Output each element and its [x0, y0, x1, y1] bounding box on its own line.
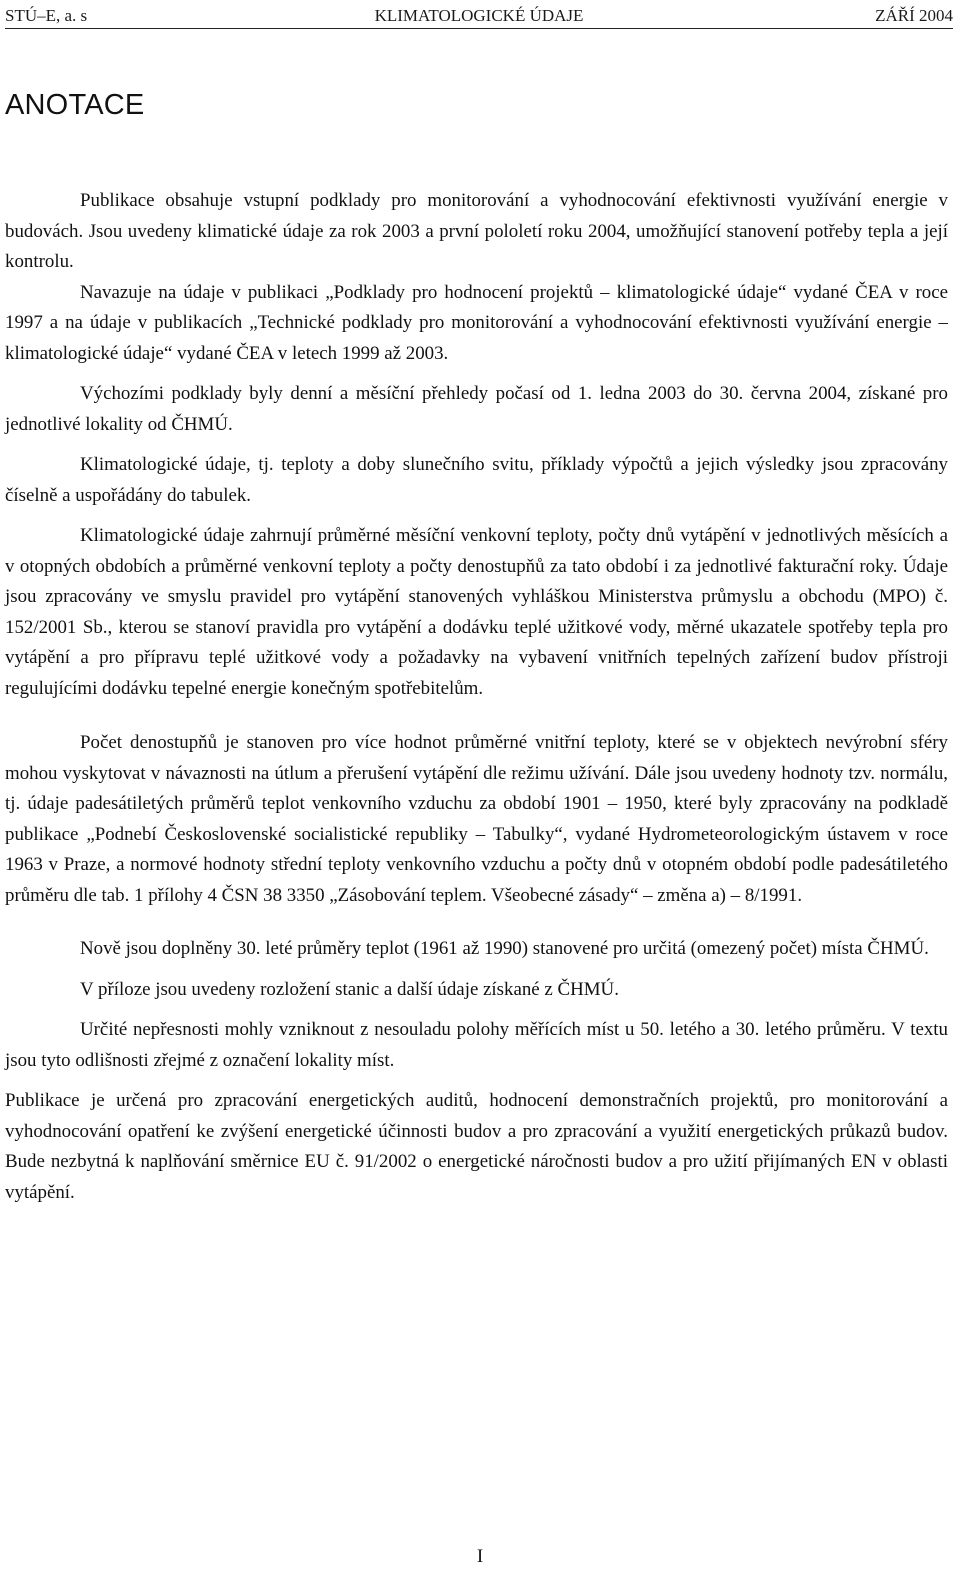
paragraph-tables: Klimatologické údaje, tj. teploty a doby slunečního svitu, příklady výpočtů a jejich výsledky jsou zpracovány číselně a uspořádány do tabulek.	[5, 454, 948, 506]
header-document-title: KLIMATOLOGICKÉ ÚDAJE	[374, 6, 584, 25]
paragraph-sources: Výchozími podklady byly denní a měsíční přehledy počasí od 1. ledna 2003 do 30. června 2004, získané pro jednotlivé lokality od ČHMÚ.	[5, 383, 948, 435]
paragraph-climate-data: Klimatologické údaje zahrnují průměrné měsíční venkovní teploty, počty dnů vytápění v jednotlivých měsících a v otopných obdobích a průměrné venkovní teploty a počty denostupňů za tato období i za jednotlivé fakturační roky. Údaje jsou zpracovány ve smyslu pravidel pro vytápění stanovených vyhláškou Ministerstva průmyslu a obchodu (MPO) č. 152/2001 Sb., kterou se stanoví pravidla pro vytápění a dodávku teplé užitkové vody, měrné ukazatele spotřeby tepla pro vytápění a pro přípravu teplé užitkové vody a požadavky na vybavení vnitřních tepelných zařízení budov přístroji regulujícími dodávku tepelné energie konečným spotřebitelům.	[5, 525, 948, 699]
paragraph-degree-days: Počet denostupňů je stanoven pro více hodnot průměrné vnitřní teploty, které se v objektech nevýrobní sféry mohou vyskytovat v návaznosti na útlum a přerušení vytápění dle režimu užívání. Dále jsou uvedeny hodnoty tzv. normálu, tj. údaje padesátiletých průměrů teplot venkovního vzduchu za období 1901 – 1950, které byly zpracovány na podkladě publikace „Podnebí Československé socialistické republiky – Tabulky“, vydané Hydrometeorologickým ústavem v roce 1963 v Praze, a normové hodnoty střední teploty venkovního vzduchu a počty dnů v otopném období podle padesátiletého průměru dle tab. 1 přílohy 4 ČSN 38 3350 „Zásobování teplem. Všeobecné zásady“ – změna a) – 8/1991.	[5, 732, 948, 906]
section-title: ANOTACE	[5, 89, 145, 121]
page-header	[5, 6, 953, 29]
header-date: ZÁŘÍ 2004	[875, 6, 953, 25]
page-number: I	[476, 1546, 484, 1567]
paragraph-appendix: V příloze jsou uvedeny rozložení stanic a další údaje získané z ČHMÚ.	[80, 978, 619, 1000]
annotation-body	[5, 186, 948, 1208]
paragraph-references: Navazuje na údaje v publikaci „Podklady pro hodnocení projektů – klimatologické údaje“ vydané ČEA v roce 1997 a na údaje v publikacích „Technické podklady pro monitorování a vyhodnocování efektivnosti využívání energie – klimatologické údaje“ vydané ČEA v letech 1999 až 2003.	[5, 281, 948, 364]
paragraph-inaccuracies: Určité nepřesnosti mohly vzniknout z nesouladu polohy měřících míst u 50. letého a 30. letého průměru. V textu jsou tyto odlišnosti zřejmé z označení lokality míst.	[5, 1019, 948, 1071]
paragraph-intro: Publikace obsahuje vstupní podklady pro monitorování a vyhodnocování efektivnosti využívání energie v budovách. Jsou uvedeny klimatické údaje za rok 2003 a první pololetí roku 2004, umožňující stanovení potřeby tepla a její kontrolu.	[5, 190, 948, 272]
header-organization: STÚ–E, a. s	[5, 6, 88, 25]
paragraph-purpose: Publikace je určená pro zpracování energetických auditů, hodnocení demonstračních projektů, pro monitorování a vyhodnocování opatření ke zvýšení energetické účinnosti budov a pro zpracování a využití energetických průkazů budov. Bude nezbytná k naplňování směrnice EU č. 91/2002 o energetické náročnosti budov a pro užití přijímaných EN v oblasti vytápění.	[5, 1090, 948, 1203]
paragraph-averages: Nově jsou doplněny 30. leté průměry teplot (1961 až 1990) stanovené pro určitá (omezený počet) místa ČHMÚ.	[80, 938, 929, 959]
